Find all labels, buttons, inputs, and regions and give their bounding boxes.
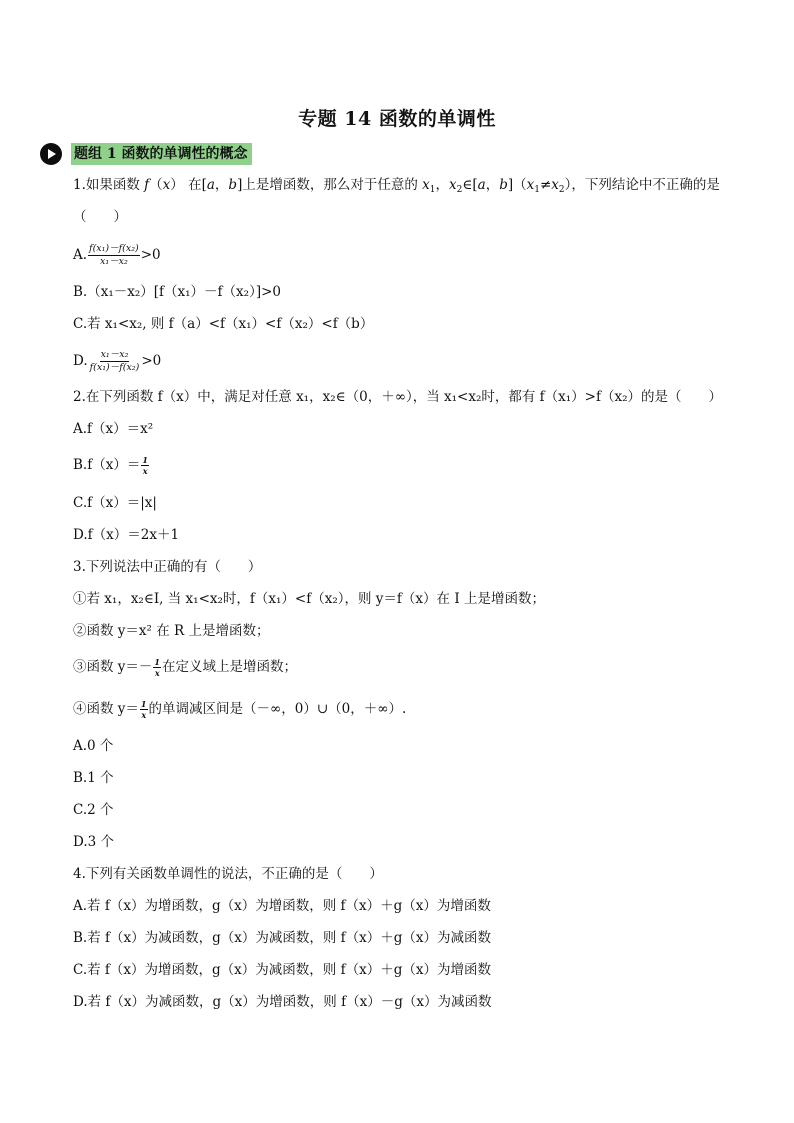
q1-option-a — [73, 244, 161, 267]
q2-option-b — [73, 456, 150, 475]
statement-number: ① — [73, 591, 87, 607]
q1-option-c: C.若 x₁<x₂, 则 f（a）<f（x₁）<f（x₂）<f（b） — [73, 316, 374, 332]
fraction — [141, 456, 149, 475]
q4-stem: 4.下列有关函数单调性的说法，不正确的是（ ） — [73, 866, 383, 882]
q3-statement-3 — [73, 658, 297, 677]
fraction-denominator: x₁－x₂ — [99, 256, 128, 267]
q1-stem-part: 在[ — [183, 177, 207, 193]
q4-option-d: D.若 f（x）为减函数，g（x）为增函数，则 f（x）－g（x）为减函数 — [73, 994, 492, 1010]
option-tail: >0 — [140, 247, 161, 263]
q4-option-c: C.若 f（x）为增函数，g（x）为减函数，则 f（x）＋g（x）为增函数 — [73, 962, 491, 978]
fraction-numerator: f(x₁)－f(x₂) — [89, 243, 139, 254]
q4-option-a: A.若 f（x）为增函数，g（x）为增函数，则 f（x）＋g（x）为增函数 — [73, 898, 491, 914]
statement-text: 在定义域上是增函数； — [162, 659, 297, 675]
q3-option-a: A.0 个 — [73, 738, 114, 754]
q3-stem: 3.下列说法中正确的有（ ） — [73, 559, 262, 575]
play-arrow-icon — [40, 143, 62, 165]
q3-statement-4 — [73, 700, 406, 719]
fraction-numerator: 1 — [140, 699, 147, 709]
option-label: A. — [73, 247, 88, 263]
statement-text: 的单调减区间是（－∞，0）∪（0，＋∞）. — [148, 701, 407, 717]
fraction-denominator: f(x₁)－f(x₂) — [89, 362, 140, 373]
fraction-numerator: 1 — [142, 455, 148, 465]
statement-text: 若 x₁，x₂∈I, 当 x₁<x₂时，f（x₁）<f（x₂），则 y＝f（x）在 I 上是增函数； — [86, 591, 545, 607]
q1-stem: 1.如果函数 f（x） 在[a，b]上是增函数，那么对于任意的 $x_1$，$x_2\in[a$，$b](x_1\ne x_2)$，下列结论中不正确的是 — [73, 177, 720, 195]
q1-stem-part: 1.如果函数 — [73, 177, 145, 193]
statement-text: 函数 y＝－ — [86, 659, 153, 675]
statement-text: 函数 y＝x² 在 R 上是增函数； — [86, 623, 270, 639]
fraction — [89, 350, 141, 373]
q2-stem: 2.在下列函数 f（x）中，满足对任意 x₁，x₂∈（0，＋∞），当 x₁<x₂时，都有 f（x₁）>f（x₂）的是（ ） — [73, 389, 723, 405]
page-title: 专题 14 函数的单调性 — [298, 108, 496, 130]
fraction — [140, 700, 148, 719]
q3-statement-1 — [73, 590, 545, 608]
q1-option-d — [73, 350, 161, 373]
statement-number: ④ — [73, 701, 87, 717]
q3-statement-2 — [73, 622, 269, 640]
q2-option-a: A.f（x）＝x² — [73, 421, 154, 437]
q1-stem-part: ），下列结论中不正确的是 — [564, 177, 720, 193]
fraction — [153, 658, 161, 677]
statement-number: ② — [73, 623, 87, 639]
q2-option-d: D.f（x）＝2x＋1 — [73, 527, 180, 543]
section-header — [40, 142, 252, 166]
q3-option-d: D.3 个 — [73, 834, 115, 850]
fraction-denominator: x — [154, 668, 160, 678]
q3-option-c: C.2 个 — [73, 802, 114, 818]
fraction — [88, 244, 140, 267]
q4-option-b: B.若 f（x）为减函数，g（x）为减函数，则 f（x）＋g（x）为减函数 — [73, 930, 492, 946]
fraction-numerator: 1 — [154, 657, 160, 667]
fraction-denominator: x — [142, 466, 148, 476]
section-label: 题组 1 函数的单调性的概念 — [71, 143, 252, 165]
q1-paren: （ ） — [73, 209, 127, 225]
statement-text: 函数 y＝ — [86, 701, 139, 717]
q1-stem-part: ]上是增函数，那么对于任意的 — [237, 177, 423, 193]
option-label: D. — [73, 353, 88, 369]
option-label: B.f（x）＝ — [73, 457, 141, 473]
fraction-numerator: x₁－x₂ — [100, 349, 129, 360]
option-tail: >0 — [141, 353, 162, 369]
q1-option-b: B.（x₁－x₂）[f（x₁）－f（x₂）]>0 — [73, 284, 281, 300]
q3-option-b: B.1 个 — [73, 770, 114, 786]
q2-option-c: C.f（x）＝|x| — [73, 495, 157, 511]
statement-number: ③ — [73, 659, 87, 675]
fraction-denominator: x — [141, 710, 147, 720]
q1-stem-part: ]（ — [507, 177, 527, 193]
